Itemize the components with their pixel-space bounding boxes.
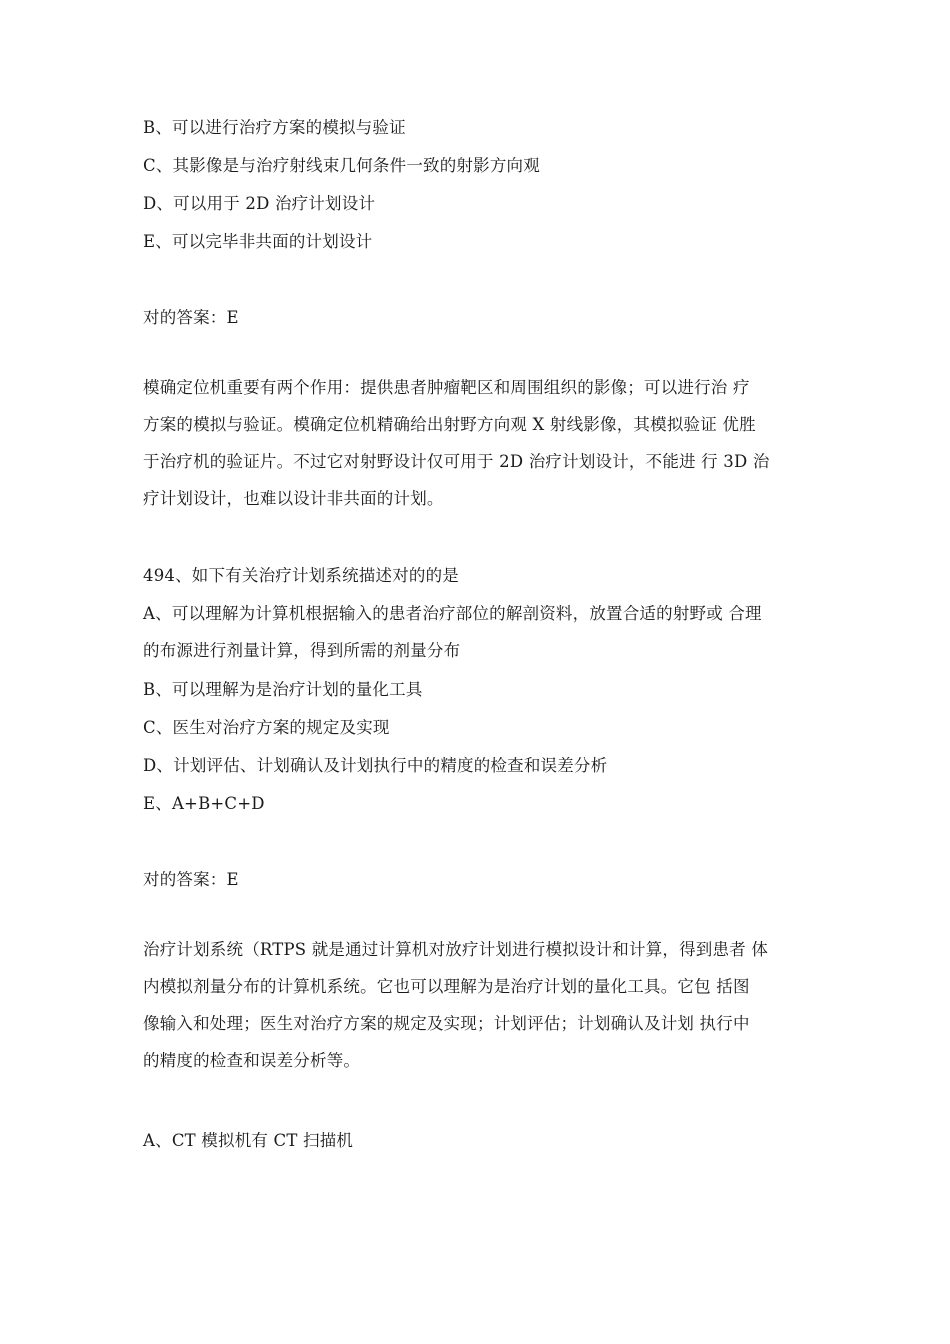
option-e-2: E、A+B+C+D — [143, 794, 265, 813]
explanation-2-line: 的精度的检查和误差分析等。 — [143, 1051, 361, 1070]
explanation-1 — [143, 369, 823, 517]
option-a-line: 的布源进行剂量计算，得到所需的剂量分布 — [143, 641, 461, 660]
answer-2: 对的答案：E — [143, 870, 239, 889]
option-d: D、可以用于 2D 治疗计划设计 — [143, 194, 376, 213]
option-e: E、可以完毕非共面的计划设计 — [143, 232, 373, 251]
explanation-1-line: 于治疗机的验证片。不过它对射野设计仅可用于 2D 治疗计划设计，不能进 行 3D 治 — [143, 452, 770, 471]
explanation-1-line: 方案的模拟与验证。模确定位机精确给出射野方向观 X 射线影像，其模拟验证 优胜 — [143, 415, 756, 434]
option-b: B、可以进行治疗方案的模拟与验证 — [143, 118, 406, 137]
explanation-1-line: 疗计划设计，也难以设计非共面的计划。 — [143, 489, 444, 508]
option-a-2 — [143, 595, 823, 669]
answer-1: 对的答案：E — [143, 308, 239, 327]
option-a-line: A、可以理解为计算机根据输入的患者治疗部位的解剖资料，放置合适的射野或 合理 — [143, 604, 762, 623]
option-c: C、其影像是与治疗射线束几何条件一致的射影方向观 — [143, 156, 540, 175]
option-b-2: B、可以理解为是治疗计划的量化工具 — [143, 680, 423, 699]
option-d-2: D、计划评估、计划确认及计划执行中的精度的检查和误差分析 — [143, 756, 608, 775]
explanation-1-line: 模确定位机重要有两个作用：提供患者肿瘤靶区和周围组织的影像；可以进行治 疗 — [143, 378, 750, 397]
explanation-2-line: 治疗计划系统（RTPS 就是通过计算机对放疗计划进行模拟设计和计算，得到患者 体 — [143, 940, 769, 959]
option-c-2: C、医生对治疗方案的规定及实现 — [143, 718, 390, 737]
question-494: 494、如下有关治疗计划系统描述对的的是 — [143, 566, 459, 585]
explanation-2-line: 内模拟剂量分布的计算机系统。它也可以理解为是治疗计划的量化工具。它包 括图 — [143, 977, 750, 996]
option-a-3: A、CT 模拟机有 CT 扫描机 — [143, 1131, 354, 1150]
explanation-2 — [143, 931, 823, 1079]
explanation-2-line: 像输入和处理；医生对治疗方案的规定及实现；计划评估；计划确认及计划 执行中 — [143, 1014, 750, 1033]
